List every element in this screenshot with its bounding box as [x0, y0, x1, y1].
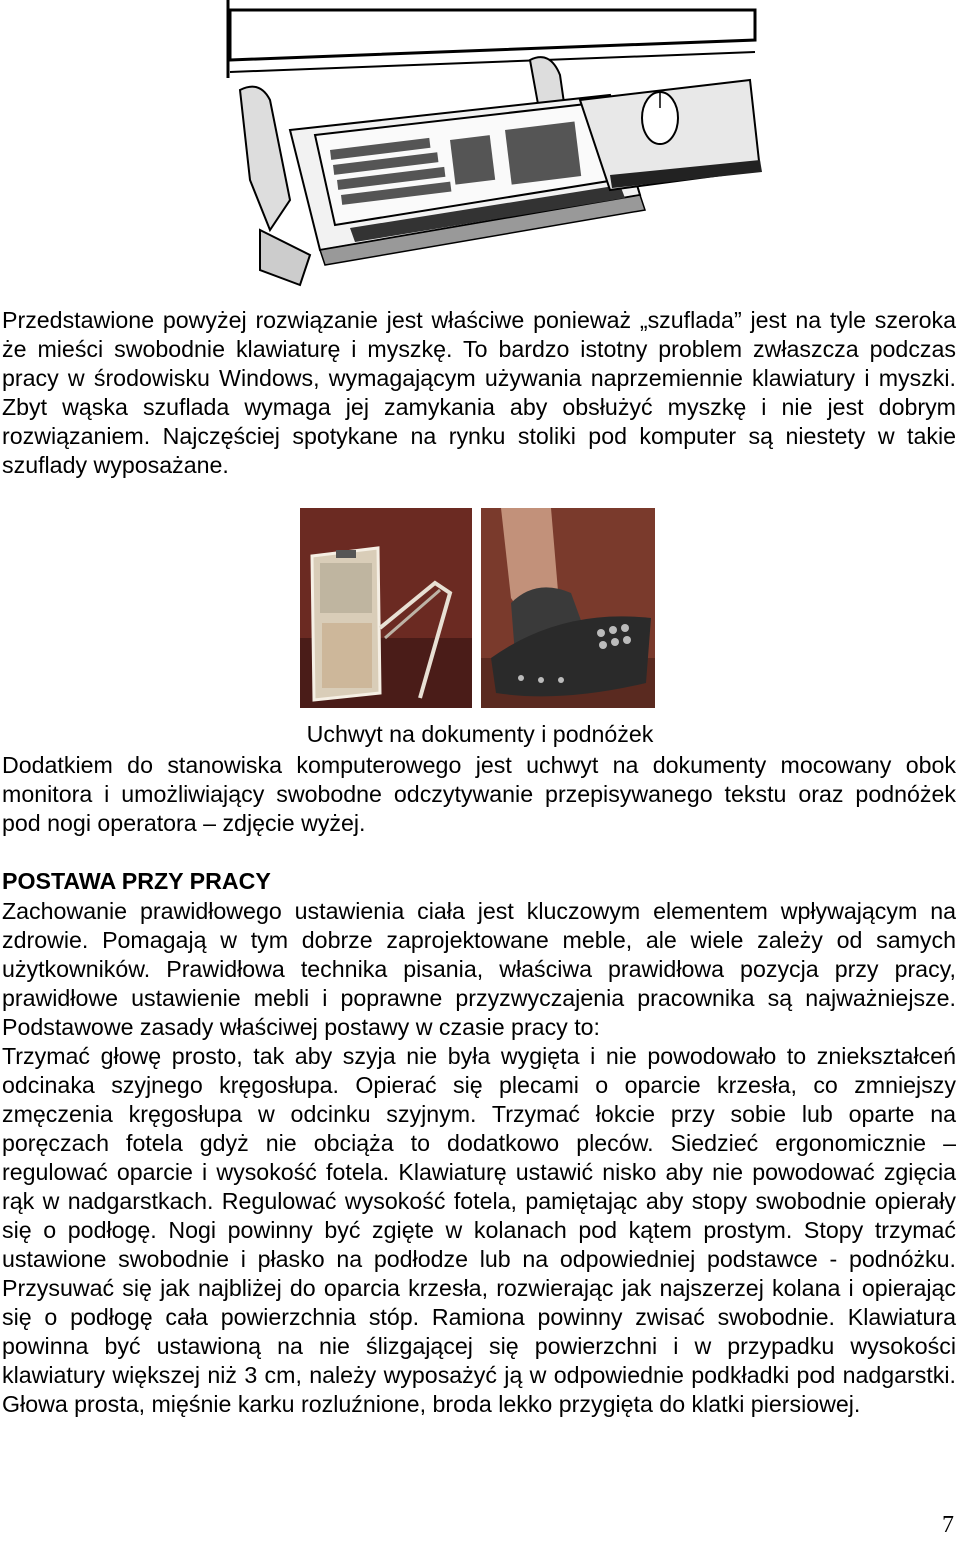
footrest-photo [481, 508, 655, 708]
section-heading: POSTAWA PRZY PRACY [2, 868, 271, 894]
paragraph-document-holder: Dodatkiem do stanowiska komputerowego jest uchwyt na dokumenty mocowany obok monitora i umożliwiający swobodne odczytywanie przepisywanego tekstu oraz podnóżek pod nogi operatora – zdjęcie wyżej. [2, 752, 956, 836]
paragraph-posture-rules: Trzymać głowę prosto, tak aby szyja nie była wygięta i nie powodowało to zniekształceń odcinaka szyjnego kręgosłupa. Opierać się plecami o oparcie krzesła, co zmniejszy zmęczenia kręgosłupa w odcinku szyjnym. Trzymać łokcie przy sobie lub oparte na poręczach fotela gdyż nie obciąża to dodatkowo pleców. Siedzieć ergonomicznie – regulować oparcie i wysokość fotela. Klawiaturę ustawić nisko aby nie powodować zgięcia rąk w nadgarstkach. Regulować wysokość fotela, pamiętając aby stopy swobodnie opierały się o podłogę. Nogi powinny być zgięte w kolanach pod kątem prostym. Stopy trzymać ustawione swobodnie i płasko na podłodze lub na odpowiedniej podstawce - podnóżku. Przysuwać się jak najbliżej do oparcia krzesła, rozwierając jak najszerzej kolana i opierając się o podłogę cała powierzchnia stóp. Ramiona powinny zwisać swobodnie. Klawiatura powinna być ustawioną na nie ślizgającej się powierzchni i w przypadku wysokości klawiatury większej niż 3 cm, należy wyposażyć ją w odpowiednie podkładki pod nadgarstki. Głowa prosta, mięśnie karku rozluźnione, broda lekko przygięta do klatki piersiowej. [2, 1043, 956, 1417]
page-number: 7 [942, 1512, 954, 1538]
paragraph-posture-intro: Zachowanie prawidłowego ustawienia ciała jest kluczowym elementem wpływającym na zdrowie. Pomagają w tym dobrze zaprojektowane meble, ale wiele zależy od samych użytkowników. Prawidłowa technika pisania, właściwa prawidłowa pozycja przy pracy, prawidłowe ustawienie mebli i poprawne przyzwyczajenia pracownika są najważniejsze. Podstawowe zasady właściwej postawy w czasie pracy to: [2, 898, 956, 1040]
paragraph-keyboard-drawer: Przedstawione powyżej rozwiązanie jest właściwe ponieważ „szuflada” jest na tyle szeroka że mieści swobodnie klawiaturę i myszkę. To bardzo istotny problem zwłaszcza podczas pracy w środowisku Windows, wymagającym używania naprzemiennie klawiatury i myszki. Zbyt wąska szuflada wymaga jej zamykania aby obsłużyć myszkę i nie jest dobrym rozwiązaniem. Najczęściej spotykane na rynku stoliki pod komputer są niestety w takie szuflady wyposażane. [2, 307, 956, 478]
document-holder-photo [300, 508, 472, 708]
figure-caption: Uchwyt na dokumenty i podnóżek [306, 721, 654, 747]
keyboard-tray-illustration [220, 0, 765, 290]
